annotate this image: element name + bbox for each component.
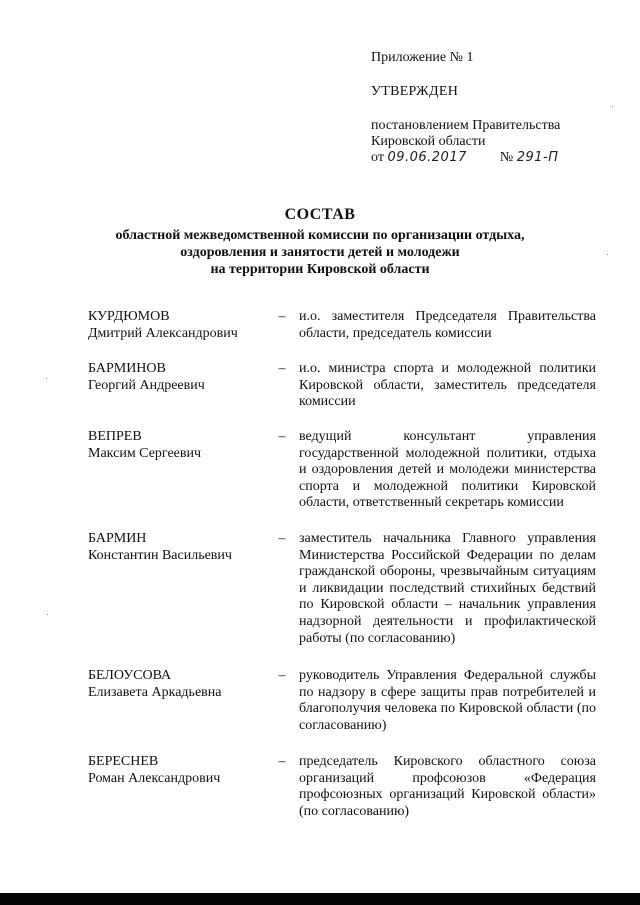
scan-speck <box>607 254 608 255</box>
scan-speck <box>46 378 47 379</box>
title-line-1: областной межведомственной комиссии по организации отдыха, <box>115 228 525 243</box>
member-surname: БАРМИНОВ <box>88 361 166 376</box>
member-given-name: Георгий Андреевич <box>88 377 205 393</box>
member-surname: БЕЛОУСОВА <box>88 668 172 683</box>
decree-line-1: постановлением Правительства <box>371 118 561 133</box>
member-given-name: Дмитрий Александрович <box>88 325 238 341</box>
document-title <box>60 205 580 278</box>
title-line-2: оздоровления и занятости детей и молодежи <box>180 245 460 260</box>
member-name <box>88 309 278 342</box>
member-name <box>88 429 278 462</box>
member-role: заместитель начальника Главного управления Министерства Российской Федерации по делам гражданской обороны, чрезвычайным ситуациям и ликвидации последствий стихийных бедствий по Кировской области – начальник управления надзорной деятельности и профилактической работы (по согласованию) <box>299 531 596 646</box>
scan-bottom-edge <box>0 893 640 905</box>
member-dash: – <box>278 361 286 376</box>
approved-label: УТВЕРЖДЕН <box>371 84 459 99</box>
member-given-name: Максим Сергеевич <box>88 445 202 461</box>
member-dash: – <box>278 429 286 444</box>
decree-reference <box>371 118 621 166</box>
title-main: СОСТАВ <box>284 206 356 223</box>
decree-date: 09.06.2017 <box>387 150 467 165</box>
member-surname: БАРМИН <box>88 531 147 546</box>
member-surname: ВЕПРЕВ <box>88 429 142 444</box>
scan-speck <box>612 106 613 107</box>
member-role: руководитель Управления Федеральной службы по надзору в сфере защиты прав потребителей и благополучия человека по Кировской области (по согласованию) <box>299 668 596 733</box>
appendix-label: Приложение № 1 <box>371 50 474 65</box>
decree-number: 291-П <box>516 150 559 165</box>
title-line-3: на территории Кировской области <box>210 262 430 277</box>
decree-line-2: Кировской области <box>371 134 486 149</box>
member-name <box>88 361 278 394</box>
member-role: председатель Кировского областного союза организаций профсоюзов «Федерация профсоюзных организаций Кировской области» (по согласованию) <box>299 754 596 819</box>
member-given-name: Елизавета Аркадьевна <box>88 684 222 700</box>
member-dash: – <box>278 754 286 769</box>
member-given-name: Роман Александрович <box>88 770 221 786</box>
member-role: и.о. заместителя Председателя Правительства области, председатель комиссии <box>299 309 596 341</box>
member-name <box>88 668 278 701</box>
member-name <box>88 531 278 564</box>
member-dash: – <box>278 309 286 324</box>
member-role: ведущий консультант управления государственной молодежной политики, отдыха и оздоровления детей и молодежи министерства спорта и молодежной политики Кировской области, ответственный секретарь комиссии <box>299 429 596 511</box>
decree-date-number <box>371 150 621 166</box>
member-name <box>88 754 278 787</box>
scan-speck <box>47 614 48 615</box>
number-label: № <box>499 150 514 165</box>
member-role: и.о. министра спорта и молодежной политики Кировской области, заместитель председателя комиссии <box>299 361 596 410</box>
member-given-name: Константин Васильевич <box>88 547 232 563</box>
member-surname: КУРДЮМОВ <box>88 309 170 324</box>
member-dash: – <box>278 531 286 546</box>
approval-header <box>371 50 621 166</box>
from-label: от <box>371 150 384 165</box>
member-surname: БЕРЕСНЕВ <box>88 754 159 769</box>
member-dash: – <box>278 668 286 683</box>
